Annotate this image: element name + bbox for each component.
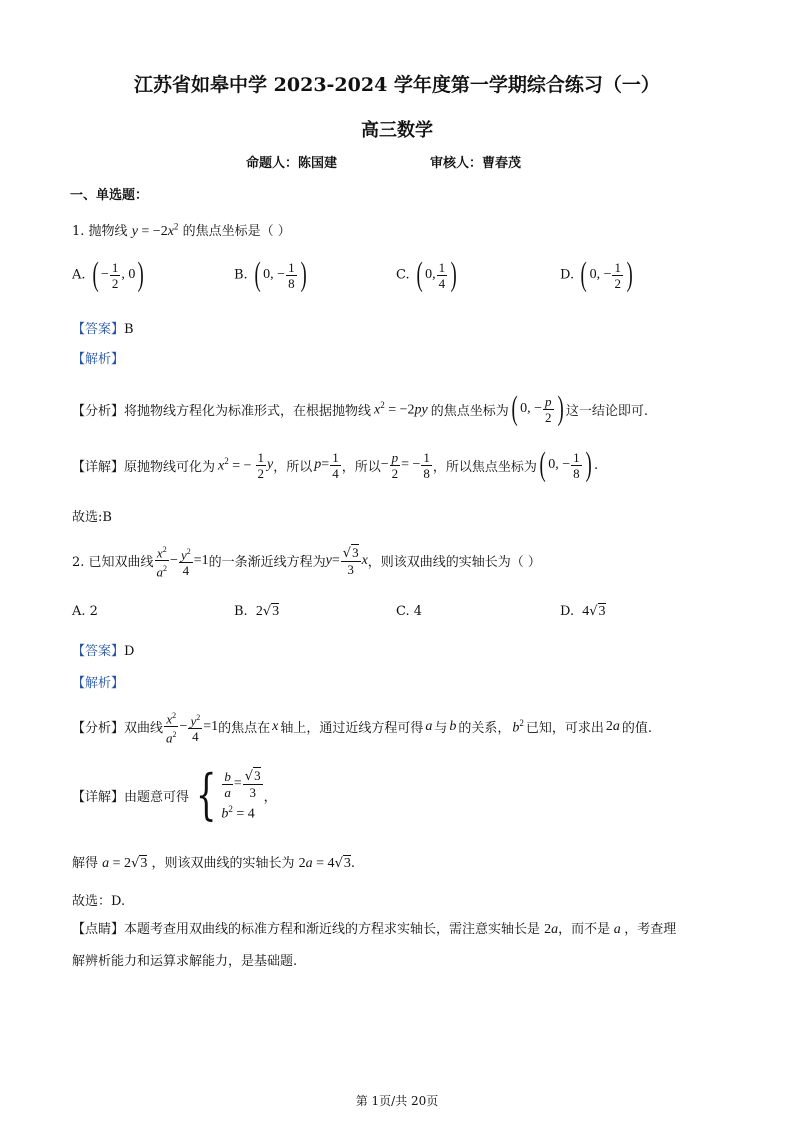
- section-heading: 一、单选题：: [70, 188, 149, 203]
- document-subtitle: 高三数学: [361, 120, 433, 141]
- q2-choose: 故选：D.: [72, 894, 126, 909]
- q2-answer: 【答案】D: [72, 644, 135, 659]
- q2-fenxi: 【分析】 双曲线 $\frac{x^2}{a^2}$ − $\frac{y^2}{4}$ =1 的焦点在 x 轴上，通过近线方程可得 a 与 b 的关系， $b^2$ 已知，可求出 2a 的值.: [72, 708, 652, 746]
- q2-analysis-tag: 【解析】: [72, 676, 125, 691]
- q2-option-a[interactable]: A. 2: [72, 604, 98, 619]
- q2-detail: 【详解】 由题意可得 { $\frac{b}{a}$ = $\frac{√3}{3}$ $b^2 = 4$ ，: [72, 763, 277, 827]
- q2-option-c[interactable]: C. 4: [396, 604, 423, 619]
- q1-analysis-tag: 【解析】: [72, 352, 125, 367]
- q2-comment: 【点睛】本题考查用双曲线的标准方程和渐近线的方程求实轴长，需注意实轴长是 2a，而不是 a ，考查理: [72, 922, 677, 937]
- q1-fenxi: 【分析】 将抛物线方程化为标准形式，在根据抛物线 $x^2 = -2py$ 的焦点坐标为 ( 0, − $\frac{p}{2}$ ) 这一结论即可.: [72, 390, 648, 427]
- q1-stem: 1. 抛物线 $y = -2x^2$ 的焦点坐标是（ ）: [72, 221, 291, 239]
- page-number: 第 1页/共 20页: [355, 1094, 439, 1108]
- q2-stem: 2. 已知双曲线 $\frac{x^2}{a^2}$ − $\frac{y^2}{4}$ =1 的一条渐近线方程为 y = $\frac{√3}{3}$ x ，则该双曲线的实轴长为（ ）: [72, 542, 541, 580]
- q2-solve: 解得 a = 2√3 ，则该双曲线的实轴长为 2a = 4√3.: [72, 856, 355, 871]
- q1-detail: 【详解】 原抛物线可化为 $x^2$ = − $\frac{1}{2}$ y ，所以 p = $\frac{1}{4}$ ，所以 − $\frac{p}{2}$ = − $\frac{1}{8}$ ，所以焦点坐标为 ( 0, − $\frac{1}{8}$ ) .: [72, 446, 599, 483]
- author-label: 命题人：陈国建: [246, 156, 338, 171]
- q1-option-b[interactable]: B. ( 0, − $\frac{1}{8}$ ): [234, 256, 307, 293]
- q1-option-d[interactable]: D. ( 0, − $\frac{1}{2}$ ): [560, 256, 633, 293]
- q2-option-d[interactable]: D. 4√3: [560, 604, 606, 619]
- q1-choose: 故选:B: [72, 510, 112, 525]
- equation-system: { $\frac{b}{a}$ = $\frac{√3}{3}$ $b^2 = 4$: [195, 763, 261, 827]
- document-title: 江苏省如皋中学 2023-2024 学年度第一学期综合练习（一）: [134, 74, 660, 96]
- q1-answer: 【答案】B: [72, 322, 134, 337]
- q2-option-b[interactable]: B. 2√3: [234, 604, 280, 619]
- q1-option-a[interactable]: A. ( − $\frac{1}{2}$ , 0 ): [72, 256, 145, 293]
- reviewer-label: 审核人：曹春茂: [430, 156, 522, 171]
- q1-equation: y: [131, 224, 138, 239]
- q2-comment-line2: 解辨析能力和运算求解能力，是基础题.: [72, 954, 298, 969]
- q1-option-c[interactable]: C. ( 0, $\frac{1}{4}$ ): [396, 256, 457, 293]
